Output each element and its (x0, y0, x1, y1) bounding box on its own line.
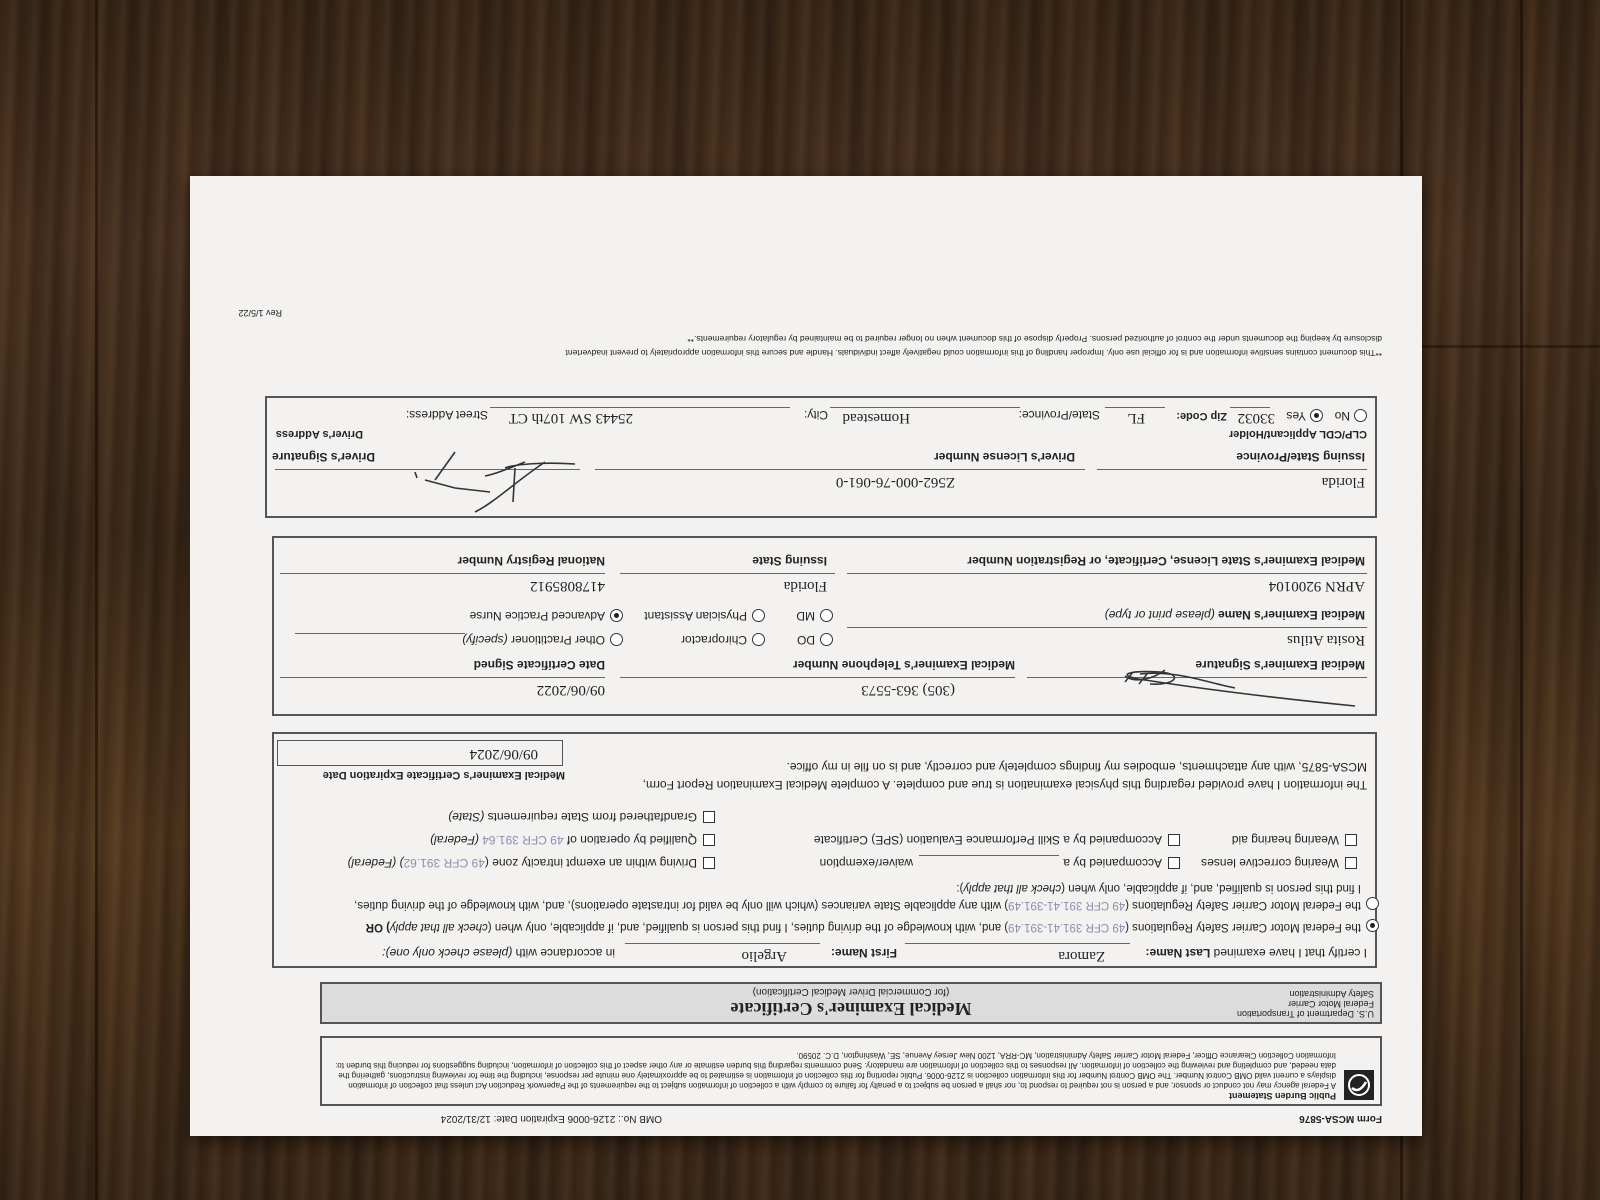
driver-state-line (1097, 469, 1367, 470)
intracity-zone-ref[interactable]: 49 CFR 391.62 (403, 856, 485, 870)
intracity-zone-label (348, 856, 698, 870)
zip-value: 33032 (1237, 410, 1275, 426)
street-line (490, 407, 790, 408)
last-name-line (905, 943, 1130, 944)
hearing-aid-checkbox[interactable] (1345, 834, 1357, 846)
qualified-by-operation-label (430, 833, 697, 847)
license-value: APRN 9200104 (1268, 578, 1365, 594)
qualified-a: Qualified by operation of (566, 833, 697, 847)
certify-intro (1146, 946, 1367, 960)
option2-line2-text: I find this person is qualified, and, if applicable, only when ( (1061, 882, 1361, 894)
credential-other-label (462, 633, 605, 647)
examiner-state-label: Issuing State (752, 554, 827, 568)
spe-certificate-checkbox[interactable] (1168, 834, 1180, 846)
federal-regs-radio[interactable] (1366, 919, 1379, 932)
intracity-zone-a: Driving within an exempt intracity zone ( (484, 856, 697, 870)
statement-line-2: MCSA-5875, with any attachments, embodies my findings completely and correctly, and is on file in my office. (786, 760, 1367, 774)
zip-label: Zip Code: (1176, 410, 1227, 422)
examiner-name-label: Medical Examiner's Name (1218, 608, 1365, 622)
accordance-label: in accordance with (515, 946, 615, 960)
burden-text: A Federal agency may not conduct or sponsor, and a person is not required to respond to, nor shall a person be subject to a penalty for failure to comply with a collection of information subject to the requirements of the Paperwork Reduction Act unless that collection of information displays a current valid OMB Control Number. The OMB Control Number for this information collection is 2126-0006. Public reporting for this collection of information is estimated to be approximately one minute per response, including the time for reviewing instructions, gathering the data needed, and completing and reviewing the collection of information. All responses to this collection of information are mandatory. Send comments regarding this burden estimate or any other aspect of this collection of information, including suggestions for reducing this burden to: Information Collection Clearance Officer, Federal Motor Carrier Safety Administration, MC-RRA, 1200 New Jersey Avenue, SE, Washington, D.C. 20590. (335, 1051, 1336, 1090)
credential-other-line (295, 633, 465, 634)
corrective-lenses-checkbox[interactable] (1345, 857, 1357, 869)
credential-do-radio[interactable] (820, 633, 833, 646)
option2-b: ) with any applicable State variances (which will only be valid for intrastate operations), and, with knowledge of the driving duties, (354, 899, 1009, 911)
title-band (320, 982, 1382, 1024)
credential-other-note: (specify) (462, 633, 508, 647)
certificate-title: Medical Examiner's Certificate (730, 999, 972, 1019)
credential-pa-radio[interactable] (752, 609, 765, 622)
dot-logo-icon (1344, 1070, 1374, 1100)
accordance-note: (please check only one): (382, 946, 513, 960)
examiner-name-line (847, 627, 1367, 628)
certificate-subtitle: (for Commercial Driver Medical Certification) (752, 986, 950, 997)
license-label: Medical Examiner's State License, Certificate, or Registration Number (967, 554, 1365, 568)
dl-line (595, 469, 1085, 470)
clp-yes-label: Yes (1286, 409, 1306, 423)
certificate-paper (190, 176, 1422, 1136)
option2-ref[interactable]: 49 CFR 391.41-391.49 (1008, 899, 1126, 911)
agency-line: Safety Administration (1289, 989, 1374, 999)
last-name-value: Zamora (1058, 948, 1105, 964)
examiner-phone-value: (305) 363-5573 (861, 682, 955, 698)
zip-line (1230, 407, 1270, 408)
intracity-zone-b: ) (Federal) (347, 856, 404, 870)
nrn-line (280, 573, 605, 574)
accordance-text (382, 946, 615, 960)
agency-line: Federal Motor Carrier (1287, 999, 1374, 1009)
option1-text (366, 921, 1361, 933)
statement-line-1: The information I have provided regarding this physical examination is true and complete. A complete Medical Examination Report Form, (642, 778, 1367, 792)
credential-do-label: DO (797, 633, 815, 647)
phone-line (620, 677, 1015, 678)
option2-end: ): (956, 882, 964, 894)
credential-other-text: Other Practitioner (510, 633, 605, 647)
burden-statement-box (320, 1036, 1382, 1106)
qualified-by-operation-checkbox[interactable] (703, 834, 715, 846)
certificate-content-upside-down (190, 176, 1422, 1136)
expiration-date-label: Medical Examiner's Certificate Expiration Date (322, 769, 565, 781)
license-line (847, 573, 1367, 574)
first-name-line (625, 943, 820, 944)
examiner-state-line (620, 573, 835, 574)
form-id: Form MCSA-5876 (1299, 1113, 1382, 1124)
city-label: City: (804, 408, 828, 422)
clp-no-radio[interactable] (1354, 409, 1367, 422)
examiner-name-label-wrap (1105, 608, 1365, 622)
certify-intro-text: I certify that I have examined (1213, 946, 1367, 960)
option1-note: check all that apply (389, 921, 488, 933)
credential-pa-label: Physician Assistant (644, 609, 747, 623)
credential-chiro-label: Chiropractor (680, 633, 747, 647)
street-label: Street Address: (405, 408, 488, 422)
expiration-date-value: 09/06/2024 (469, 746, 538, 762)
hearing-aid-label: Wearing hearing aid (1231, 833, 1339, 847)
credential-apn-radio[interactable] (610, 609, 623, 622)
prov-value: FL (1127, 410, 1145, 426)
option1-a: the Federal Motor Carrier Safety Regulations ( (1125, 921, 1361, 933)
credential-md-radio[interactable] (820, 609, 833, 622)
waiver-label-b: waiver/exemption (819, 856, 913, 870)
city-value: Homestead (842, 410, 910, 426)
examiner-section (272, 536, 1377, 716)
clp-label: CLP/CDL Applicant/Holder (1228, 428, 1367, 440)
option1-ref[interactable]: 49 CFR 391.41-391.49 (1008, 921, 1126, 933)
spe-certificate-label: Accompanied by a Skill Performance Evaluation (SPE) Certificate (813, 833, 1162, 847)
qualified-ref[interactable]: 49 CFR 391.64 (482, 833, 564, 847)
nrn-value: 4178085912 (530, 578, 605, 594)
examiner-signature-label: Medical Examiner's Signature (1195, 658, 1365, 672)
date-signed-value: 09/06/2022 (536, 682, 605, 698)
examiner-state-value: Florida (783, 578, 827, 594)
credential-other-radio[interactable] (610, 633, 623, 646)
examiner-phone-label: Medical Examiner's Telephone Number (792, 658, 1015, 672)
sensitive-note-2: disclosure by keeping the documents under the control of authorized persons. Properly dispose of this document when no longer required to be maintained by regulatory requirements.** (687, 334, 1382, 344)
omb-number: OMB No.: 2126-0006 Expiration Date: 12/31/2024 (440, 1113, 662, 1124)
option2-line2 (956, 882, 1361, 894)
clp-no-label: No (1334, 409, 1350, 423)
driver-address-label: Driver's Address (275, 428, 363, 440)
examiner-name-value: Rosita Atilus (1287, 632, 1365, 648)
certification-section (272, 732, 1377, 968)
dl-label: Driver's License Number (934, 450, 1075, 464)
option2-a: the Federal Motor Carrier Safety Regulations ( (1125, 899, 1361, 911)
examiner-name-note: (please print or type) (1104, 608, 1215, 622)
state-variance-radio[interactable] (1366, 897, 1379, 910)
credential-md-label: MD (796, 609, 815, 623)
sensitive-note-1: **This document contains sensitive information and is for official use only. Improper handling of this information could negatively affect individuals. Handle and secure this information appropriately to prevent inadvertent (565, 348, 1382, 358)
clp-yes-radio[interactable] (1310, 409, 1323, 422)
intracity-zone-checkbox[interactable] (703, 857, 715, 869)
waiver-label-a: Accompanied by a (1063, 856, 1162, 870)
last-name-label: Last Name: (1145, 946, 1211, 960)
driver-section (265, 396, 1377, 518)
credential-apn-label: Advanced Practice Nurse (469, 609, 605, 623)
prov-label: State/Province: (1018, 408, 1100, 422)
grandfathered-checkbox[interactable] (703, 811, 715, 823)
wood-seam (95, 0, 98, 1200)
date-signed-line (280, 677, 605, 678)
option1-b: ) and, with knowledge of the driving duties, I find this person is qualified, and, if applicable, only when ( (487, 921, 1009, 933)
grandfathered-a: Grandfathered from State requirements (487, 810, 697, 824)
nrn-label: National Registry Number (457, 554, 605, 568)
street-value: 25443 SW 107th CT (508, 410, 633, 426)
expiration-date-field[interactable] (277, 740, 563, 766)
agency-line: U.S. Department of Transportation (1236, 1009, 1374, 1019)
driver-state-label: Issuing State/Province (1236, 450, 1365, 464)
first-name-label: First Name: (830, 946, 897, 960)
dl-value: Z562-000-76-061-0 (835, 474, 955, 490)
waiver-checkbox[interactable] (1168, 857, 1180, 869)
prov-line (1105, 407, 1165, 408)
corrective-lenses-label: Wearing corrective lenses (1201, 856, 1339, 870)
wood-seam (1400, 345, 1600, 348)
driver-signature-label: Driver's Signature (272, 450, 375, 464)
first-name-value: Argelio (741, 948, 787, 964)
grandfathered-label (448, 810, 697, 824)
city-line (830, 407, 1020, 408)
driver-state-value: Florida (1321, 474, 1365, 490)
date-signed-label: Date Certificate Signed (473, 658, 605, 672)
burden-title: Public Burden Statement (1228, 1091, 1336, 1101)
revision-date: Rev 1/5/22 (238, 308, 282, 318)
qualified-b: (Federal) (430, 833, 479, 847)
wood-seam (1520, 0, 1523, 1200)
grandfathered-b: (State) (448, 810, 485, 824)
credential-chiro-radio[interactable] (752, 633, 765, 646)
waiver-line (919, 855, 1059, 856)
option2-note: check all that apply (963, 882, 1062, 894)
option1-c: ) OR (365, 921, 390, 933)
option2-text (354, 899, 1361, 911)
